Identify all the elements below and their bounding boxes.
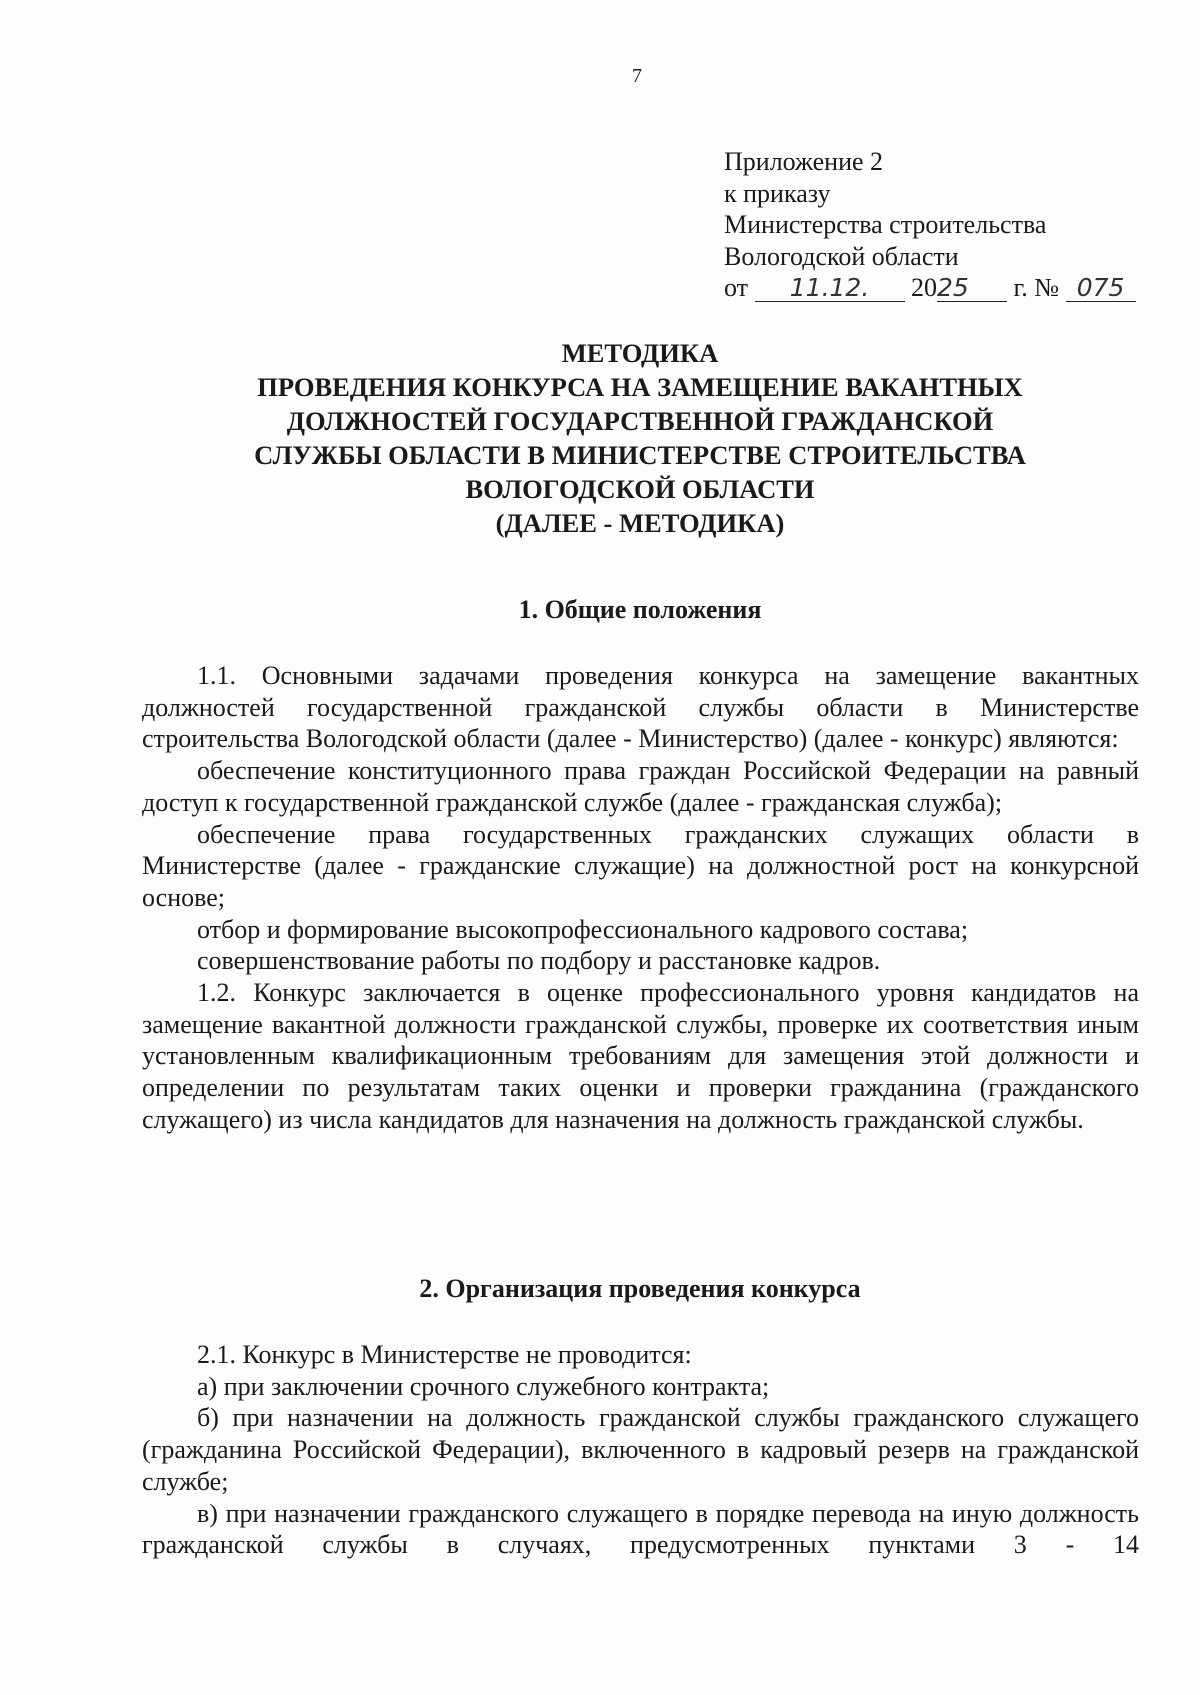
section-1-heading: 1. Общие положения — [518, 595, 762, 624]
handwritten-order-number: 075 — [1066, 275, 1136, 302]
appendix-date-line — [724, 272, 1144, 304]
handwritten-year: 25 — [937, 275, 1007, 302]
appendix-line-1: Приложение 2 — [724, 147, 884, 176]
appendix-block — [724, 146, 1144, 304]
title-line-2: ПРОВЕДЕНИЯ КОНКУРСА НА ЗАМЕЩЕНИЕ ВАКАНТНЫХ — [257, 372, 1023, 402]
title-line-3: ДОЛЖНОСТЕЙ ГОСУДАРСТВЕННОЙ ГРАЖДАНСКОЙ — [286, 406, 994, 436]
section-1-paragraph-3: обеспечение права государственных гражданских служащих области в Министерстве (далее - гражданские служащие) на должностной рост на конкурсной основе; — [142, 819, 1139, 912]
section-2-heading: 2. Организация проведения конкурса — [419, 1274, 861, 1303]
section-1-paragraph-4: отбор и формирование высокопрофессионального кадрового состава; — [197, 914, 969, 944]
handwritten-date: 11.12. — [755, 275, 905, 302]
section-1-paragraph-5: совершенствование работы по подбору и расстановке кадров. — [197, 946, 881, 976]
section-2-paragraph-1: 2.1. Конкурс в Министерстве не проводится: — [197, 1340, 692, 1369]
title-line-1: МЕТОДИКА — [561, 338, 719, 368]
section-2-body — [142, 1339, 1139, 1561]
section-1-paragraph-6: 1.2. Конкурс заключается в оценке профессионального уровня кандидатов на замещение вакантной должности гражданской службы, проверке их соответствия иным установленным квалификационным требованиям для замещения этой должности и определении по результатам таких оценки и проверки гражданина (гражданского служащего) из числа кандидатов для назначения на должность гражданской службы. — [142, 978, 1139, 1134]
section-1-body — [142, 660, 1139, 1136]
title-line-6: (ДАЛЕЕ - МЕТОДИКА) — [495, 508, 785, 538]
appendix-line-2: к приказу — [724, 178, 831, 208]
title-line-5: ВОЛОГОДСКОЙ ОБЛАСТИ — [465, 474, 815, 504]
appendix-line-4: Вологодской области — [724, 241, 959, 271]
section-2-paragraph-4: в) при назначении гражданского служащего в порядке перевода на иную должность гражданской службы в случаях, предусмотренных пунктами 3 - 14 — [142, 1498, 1139, 1560]
section-2-paragraph-3: б) при назначении на должность гражданской службы гражданского служащего (гражданина Российской Федерации), включенного в кадровый резерв на гражданской службе; — [142, 1403, 1139, 1496]
page-number: 7 — [632, 65, 642, 87]
section-2-paragraph-2: а) при заключении срочного служебного контракта; — [197, 1371, 770, 1401]
from-label: от — [724, 273, 749, 302]
section-1-paragraph-2: обеспечение конституционного права граждан Российской Федерации на равный доступ к государственной гражданской службе (далее - гражданская служба); — [142, 756, 1139, 817]
section-1-paragraph-1: 1.1. Основными задачами проведения конкурса на замещение вакантных должностей государственной гражданской службы области в Министерстве строительства Вологодской области (далее - Министерство) (далее - конкурс) являются: — [142, 661, 1139, 754]
title-line-4: СЛУЖБЫ ОБЛАСТИ В МИНИСТЕРСТВЕ СТРОИТЕЛЬСТВА — [254, 440, 1026, 470]
year-suffix: г. № — [1013, 273, 1060, 302]
appendix-line-3: Министерства строительства — [724, 210, 1047, 239]
year-prefix: 20 — [911, 273, 938, 302]
document-title — [130, 336, 1150, 540]
